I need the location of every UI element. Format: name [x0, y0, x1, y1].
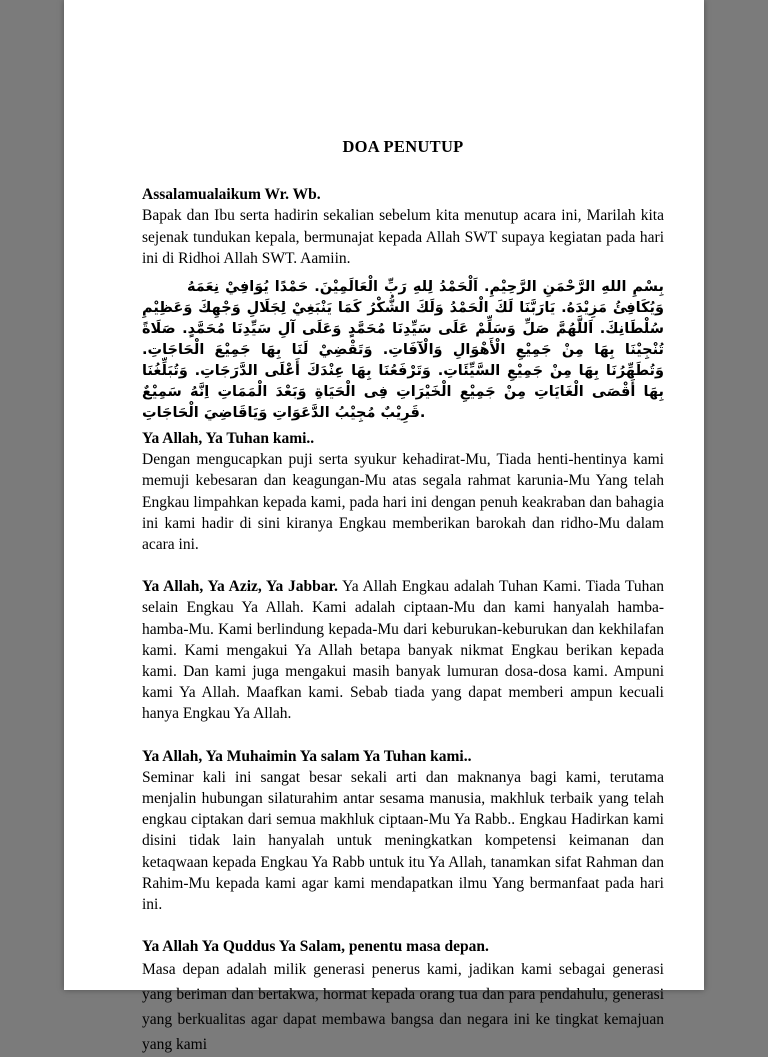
section-paragraph: Dengan mengucapkan puji serta syukur kehadirat-Mu, Tiada henti-hentinya kami memuji kebesaran dan keagungan-Mu atas segala rahmat karunia-Mu Yang telah Engkau limpahkan kepada kami, pada hari ini dengan penuh keakraban dan bahagia ini kami hadir di sini kiranya Engkau memberikan barokah dan ridho-Mu dalam acara ini. [142, 451, 664, 554]
section-lead: Ya Allah, Ya Aziz, Ya Jabbar. [142, 578, 338, 596]
section-paragraph: Masa depan adalah milik generasi penerus kami, jadikan kami sebagai generasi yang beriman dan bertakwa, hormat kepada orang tua dan para pendahulu, generasi yang berkualitas agar dapat membawa bangsa dan negara ini ke tingkat kemajuan yang kami [142, 961, 664, 1054]
opening-paragraph: Bapak dan Ibu serta hadirin sekalian sebelum kita menutup acara ini, Marilah kita sejenak tundukan kepala, bermunajat kepada Allah SWT supaya kegiatan pada hari ini di Ridhoi Allah SWT. Aamiin. [142, 207, 664, 267]
prayer-section-quddus [142, 936, 664, 1057]
section-paragraph: Seminar kali ini sangat besar sekali arti dan maknanya bagi kami, terutama menjalin hubungan silaturahim antar sesama manusia, makhluk terbaik yang telah engkau ciptakan dari semua makhluk ciptaan-Mu Ya Rabb.. Engkau Hadirkan kami disini tidak lain hanyalah untuk meningkatkan kompetensi keimanan dan ketaqwaan kepada Engkau Ya Rabb untuk itu Ya Allah, tanamkan sifat Rahman dan Rahim-Mu kepada kami agar kami mendapatkan ilmu Yang bermanfaat pada hari ini. [142, 768, 664, 914]
arabic-prayer-paragraph: بِسْمِ اللهِ الرَّحْمَنِ الرَّحِيْمِ. اَلْحَمْدُ لِلهِ رَبِّ الْعَالَمِيْنَ. حَمْدًا يُوَافِيْ نِعَمَهُ وَيُكَافِئُ مَزِيْدَهُ. يَارَبَّنَا لَكَ الْحَمْدُ وَلَكَ الشُّكْرُ كَمَا يَنْبَغِيْ لِجَلَالِ وَجْهِكَ وَعَظِيْمِ سُلْطَانِكَ. اَللَّهُمَّ صَلِّ وَسَلِّمْ عَلَى سَيِّدِنَا مُحَمَّدٍ وَعَلَى آلِ سَيِّدِنَا مُحَمَّدٍ. صَلَاةً تُنْجِيْنَا بِهَا مِنْ جَمِيْعِ الْأَهْوَالِ وَالْآفَاتِ. وَتَقْضِيْ لَنَا بِهَا جَمِيْعَ الْحَاجَاتِ. وَتُطَهِّرُنَا بِهَا مِنْ جَمِيْعِ السَّيِّئَاتِ. وَتَرْفَعُنَا بِهَا عِنْدَكَ أَعْلَى الدَّرَجَاتِ. وَتُبَلِّغُنَا بِهَا أَقْصَى الْغَايَاتِ مِنْ جَمِيْعِ الْخَيْرَاتِ فِى الْحَيَاةِ وَبَعْدَ الْمَمَاتِ اِنَّهُ سَمِيْعٌ قَرِيْبٌ مُجِيْبُ الدَّعَوَاتِ وَيَاقَاضِيَ الْحَاجَاتِ. [142, 279, 664, 422]
prayer-section-tuhan-kami [142, 428, 664, 555]
prayer-section-aziz-jabbar [142, 576, 664, 724]
section-paragraph [142, 576, 664, 724]
section-heading: Ya Allah, Ya Tuhan kami.. [142, 430, 315, 448]
section-heading: Ya Allah Ya Quddus Ya Salam, penentu masa depan. [142, 938, 489, 956]
document-title: DOA PENUTUP [342, 137, 464, 156]
document-page [64, 0, 704, 1054]
prayer-section-muhaimin [142, 746, 664, 916]
section-heading: Ya Allah, Ya Muhaimin Ya salam Ya Tuhan kami.. [142, 747, 472, 765]
opening-heading: Assalamualaikum Wr. Wb. [142, 186, 321, 204]
section-lead-continuation: Ya Allah Engkau adalah Tuhan Kami. Tiada Tuhan selain Engkau Ya Allah. Kami adalah ciptaan-Mu dan kami hanyalah hamba-hamba-Mu. Kami berlindung kepada-Mu dari keburukan-keburukan dan kekhilafan kami. Kami mengakui Ya Allah betapa banyak nikmat Engkau berikan kepada kami. Dan kami juga mengakui masih banyak lumuran dosa-dosa kami. Ampuni kami Ya Allah. Maafkan kami. Sebab tiada yang dapat memberi ampun kecuali hanya Engkau Ya Allah. [142, 578, 664, 723]
